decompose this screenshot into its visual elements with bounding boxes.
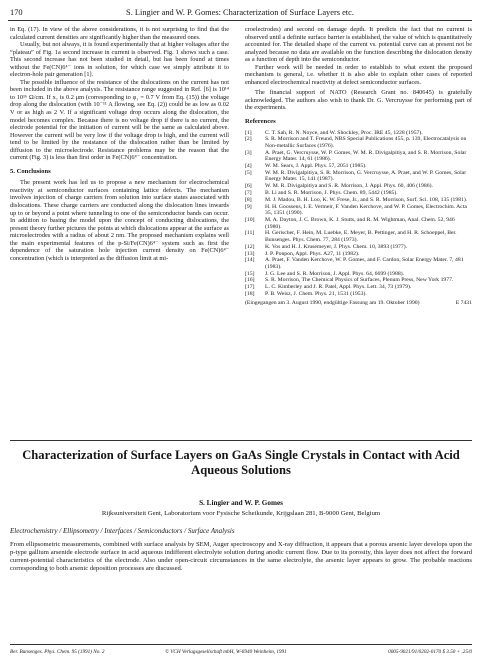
- reference-item: [245, 163, 472, 170]
- body-paragraph: Usually, but not always, it is found experimentally that at higher voltages after the “plateau” of Fig. 1a second increase in current is observed. Fig. 1 shows such a case. This second increase has not been studied in detail, but has been found at times without the Fe(CN)6⁴⁻ ions in solution, for which case we simply attribute it to electron-hole pair generation [1].: [10, 41, 229, 79]
- article-keywords: Electrochemistry / Ellipsometry / Interfaces / Semiconductors / Surface Analysis: [10, 527, 235, 535]
- reference-text: H. H. Goossens, I. E. Vermeir, F. Vanden Kerchove, and W. P. Gomes, Electrochim. Acta 35, 1351 (1990).: [265, 203, 467, 217]
- reference-item: [245, 291, 472, 298]
- reference-text: S. R. Morrison and T. Freund, NBS Special Publications 455, p. 139, Electrocatalysis on Non-metallic Surfaces (1976).: [265, 136, 467, 149]
- section-divider: [10, 440, 472, 441]
- reference-number: [7]: [245, 190, 252, 197]
- reference-text: M. J. Madou, B. H. Loo, K. W. Frese, Jr., and S. R. Morrison, Surf. Sci. 108, 135 (1981).: [265, 196, 468, 203]
- page-number: 170: [10, 8, 23, 17]
- article-abstract: From ellipsometric measurements, combined with surface analysis by SEM, Auger spectroscopy and X-ray diffraction, it appears that a porous arsenic layer develops upon the p-type gallium arsenide electrode surface in acid aqueous indifferent electrolyte solution during anodic current flow. Due to its porosity, this layer does not affect the forward current-potential characteristics of the electrode. Also under open-circuit circumstances in the same electrolyte, the arsenic layer appears to grow. The probable reactions corresponding to both arsenic deposition processes are discussed.: [10, 541, 472, 572]
- reference-text: K. Vos and H. J. Krusemeyer, J. Phys. Chem. 10, 3893 (1977).: [265, 243, 408, 250]
- reference-number: [15]: [245, 270, 255, 277]
- header-rule: [8, 20, 472, 21]
- article-authors: S. Lingier and W. P. Gomes: [199, 499, 283, 507]
- footer-rule: [10, 644, 472, 645]
- reference-number: [9]: [245, 203, 252, 210]
- reference-item: [245, 190, 472, 197]
- reference-text: M. A. Dayton, J. C. Brown, K. J. Stutts, and R. M. Wightman, Anal. Chem. 52, 946 (1980).: [265, 216, 455, 230]
- body-paragraph: in Eq. (17). In view of the above considerations, it is not surprising to find that the calculated current densities are significantly higher than the measured ones.: [10, 26, 229, 41]
- reference-item: [245, 136, 472, 149]
- reference-text: W. M. Sears, J. Appl. Phys. 57, 2051 (1985).: [265, 163, 367, 170]
- reference-item: [245, 130, 472, 137]
- received-dates: (Eingegangen am 3. August 1990, endgültige Fassung am 19. Oktober 1990): [245, 299, 420, 306]
- reference-item: [245, 257, 472, 270]
- reference-item: [245, 204, 472, 217]
- reference-text: J. G. Lee and S. R. Morrison, J. Appl. Phys. 64, 6699 (1988).: [265, 270, 405, 277]
- reference-item: [245, 197, 472, 204]
- reference-text: J. P. Ponpon, Appl. Phys. A27, 11 (1982).: [265, 250, 360, 257]
- reference-number: [11]: [245, 230, 255, 237]
- body-paragraph: croelectrodes) and second on damage depth. It predicts the fact that no current is observed until a definite surface barrier is established, the value of which is quantitatively accounted for. The detailed shape of the current vs. potential curve can at present not be analyzed because no data are available on the function describing the dislocation density as a function of depth into the semiconductor.: [245, 26, 472, 64]
- reference-item: [245, 150, 472, 163]
- body-paragraph: Further work will be needed in order to establish to what extent the proposed mechanism is general, i.e. whether it is also able to explain other cases of reported enhanced electrochemical reactivity at defect semiconductor surfaces.: [245, 63, 472, 86]
- reference-number: [16]: [245, 277, 255, 284]
- reference-item: [245, 217, 472, 230]
- reference-text: S. R. Morrison, The Chemical Physics of Surfaces, Plenum Press, New York 1977.: [265, 277, 454, 284]
- acknowledgment-paragraph: The financial support of NATO (Research Grant no. 840645) is gratefully acknowledged. The authors also wish to thank Dr. G. Vercruysse for performing part of the experiments.: [245, 89, 472, 112]
- reference-number: [17]: [245, 284, 255, 291]
- reference-number: [18]: [245, 291, 255, 297]
- reference-text: B. Li and S. R. Morrison, J. Phys. Chem. 89, 5442 (1985).: [265, 190, 398, 197]
- conclusions-heading: 5. Conclusions: [10, 167, 51, 175]
- reference-text: P. B. Weisz, J. Chem. Phys. 21, 1531 (1953).: [265, 291, 367, 297]
- reference-item: [245, 170, 472, 183]
- article-title: Characterization of Surface Layers on GaAs Single Crystals in Contact with Acid Aqueous Solutions: [22, 448, 460, 477]
- reference-text: W. M. R. Divigalpitiya, S. R. Morrison, G. Vercruysse, A. Praet, and W. P. Gomes, Solar Energy Mater. 15, 141 (1987).: [265, 169, 467, 183]
- reference-text: W. M. R. Divigalpitiya and S. R. Morrison, J. Appl. Phys. 60, 406 (1986).: [265, 183, 433, 190]
- footer-publisher: © VCH Verlagsgesellschaft mbH, W-6940 Weinheim, 1991: [165, 649, 287, 655]
- running-title: S. Lingier and W. P. Gomes: Characterization of Surface Layers etc.: [126, 8, 354, 17]
- reference-text: C. T. Sah, R. N. Noyce, and W. Shockley, Proc. IRE 45, 1228 (1957).: [265, 129, 423, 136]
- reference-number: [6]: [245, 183, 252, 190]
- reference-text: L. C. Kimberley and J. R. Patel, Appl. Phys. Lett. 34, 73 (1979).: [265, 284, 412, 291]
- body-paragraph: The possible influence of the resistance of the dislocations on the current has not been included in the above analysis. The resistance range suggested in Ref. [6] is 10¹⁴ to 10¹⁶ Ω/cm. If x₁ is 0.2 μm (corresponding to φ₁ = 0.7 V from Eq. (15)) the voltage drop along the dislocation (with 10⁻¹¹ A flowing, see Eq. (2)) could be as low as 0.02 V or as high as 2 V. If a significant voltage drop occurs along the dislocation, the model becomes complex. Because there is no voltage drop if there is no current, the electrode potential for the initiation of current will be the same as calculated above. However the current will be very low if the voltage drop is high, and the current will tend to be limited by the resistance of the dislocation rather than be limited by diffusion to the microelectrode. Resistance problems may be the reason that the current (Fig. 3) is less than first order in Fe(CN)6⁴⁻ concentration.: [10, 78, 229, 162]
- reference-number: [8]: [245, 196, 252, 203]
- reference-text: A. Praet, G. Vercruysse, W. P. Gomes, W. M. R. Divigalpitiya, and S. R. Morrison, Solar Energy Mater. 14, 61 (1986).: [265, 149, 467, 163]
- reference-text: H. Gerischer, F. Hein, M. Luebke, E. Meyer, B. Pettinger, and H. R. Schoeppel, Ber. Bunsenges. Phys. Chem. 77, 284 (1973).: [265, 230, 457, 243]
- article-code: E 7431: [455, 299, 472, 306]
- footer-code: 0005-9021/91/0202-0170 $ 3.50 + .25/0: [388, 649, 472, 655]
- article-affiliation: Rijksuniversiteit Gent, Laboratorium voor Fysische Scheikunde, Krijgslaan 281, B-9000 Gent, Belgium: [101, 510, 381, 517]
- reference-item: [245, 284, 472, 291]
- reference-number: [5]: [245, 169, 252, 176]
- reference-number: [13]: [245, 250, 255, 257]
- reference-number: [4]: [245, 163, 252, 170]
- left-column: [10, 26, 229, 262]
- reference-list: [245, 130, 472, 298]
- reference-number: [10]: [245, 216, 255, 223]
- reference-number: [3]: [245, 149, 252, 156]
- reference-item: [245, 251, 472, 258]
- reference-item: [245, 230, 472, 243]
- reference-number: [14]: [245, 257, 255, 264]
- reference-item: [245, 183, 472, 190]
- reference-text: A. Praet, F. Vanden Kerchove, W. P. Gomes, and F. Cardon, Solar Energy Mater. 7, 481 (1983).: [265, 257, 464, 270]
- right-column: [245, 26, 472, 306]
- conclusions-paragraph: The present work has led us to propose a new mechanism for electrochemical reactivity at semiconductor surfaces containing lattice defects. The mechanism involves injection of charge carriers from solution into surface states associated with dislocations. These charge carriers are conducted along the dislocation lines inwards up to or beyond a point where tunneling to one of the semiconductor bands can occur. In addition to basing the model upon the concept of conducting dislocations, the present theory further pictures the points at which dislocations appear at the surface as microelectrodes with a radius of about 2 nm. The proposed mechanism explains well the main experimental features of the p-Si/Fe(CN)6⁴⁻ system such as first the dependence of the saturation hole injection current density on Fe(CN)6⁴⁻ concentration (which is interpreted as the diffusion limit at mi-: [10, 179, 229, 262]
- received-note: [245, 300, 472, 307]
- footer-journal: Ber. Bunsenges. Phys. Chem. 95 (1991) No. 2: [10, 649, 105, 655]
- reference-number: [12]: [245, 243, 255, 250]
- reference-number: [1]: [245, 129, 252, 136]
- reference-number: [2]: [245, 136, 252, 143]
- reference-item: [245, 244, 472, 251]
- references-heading: References: [245, 118, 276, 126]
- running-header: [8, 7, 472, 21]
